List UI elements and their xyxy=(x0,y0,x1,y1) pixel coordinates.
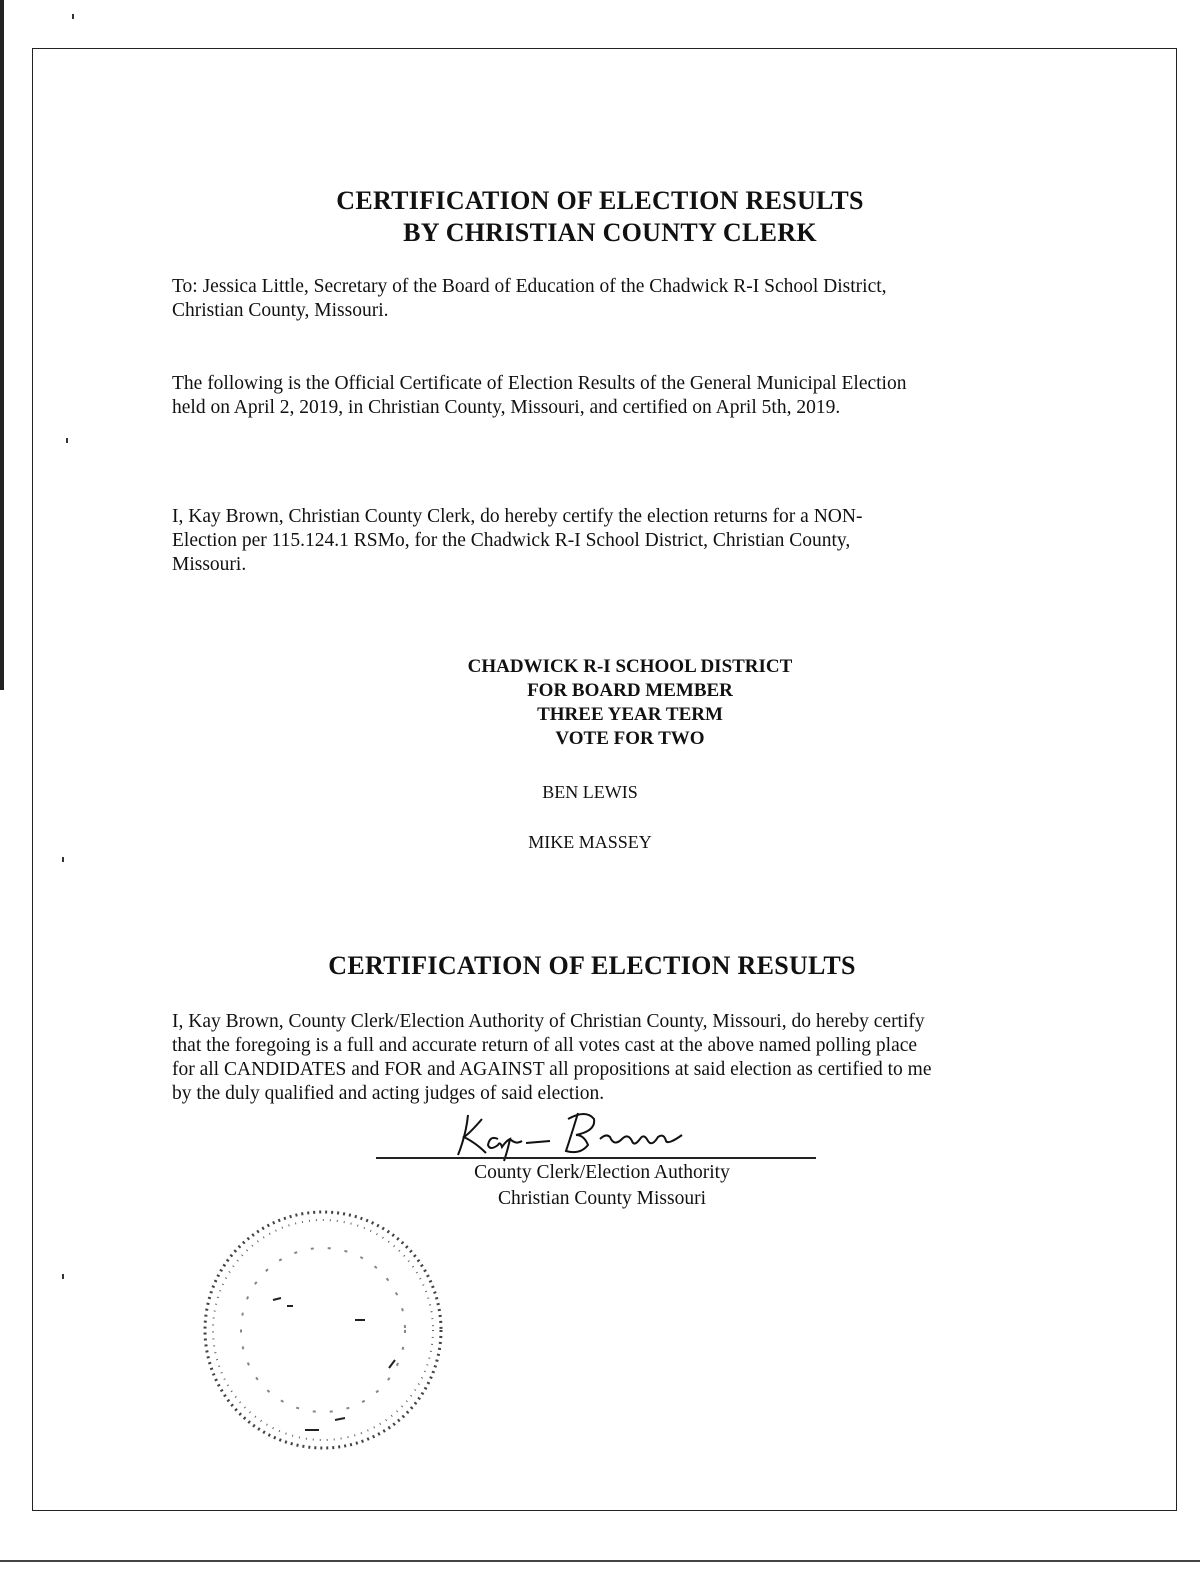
scan-bottom-edge xyxy=(0,1560,1200,1562)
addressee-line: Christian County, Missouri. xyxy=(172,300,389,321)
signature-line xyxy=(376,1157,816,1159)
signer-title: County Clerk/Election Authority xyxy=(474,1162,730,1183)
certify-line: I, Kay Brown, Christian County Clerk, do hereby certify the election returns for a NON- xyxy=(172,506,863,527)
certify-line: Election per 115.124.1 RSMo, for the Chadwick R-I School District, Christian County, xyxy=(172,530,851,551)
clerk-signature xyxy=(450,1105,710,1165)
intro-line: held on April 2, 2019, in Christian County, Missouri, and certified on April 5th, 2019. xyxy=(172,397,841,418)
race-office: FOR BOARD MEMBER xyxy=(527,680,733,701)
certification-heading: CERTIFICATION OF ELECTION RESULTS xyxy=(328,951,856,980)
certify-paragraph xyxy=(172,505,1032,577)
certify-line: Missouri. xyxy=(172,554,247,575)
certification-line: by the duly qualified and acting judges of said election. xyxy=(172,1083,605,1104)
addressee-paragraph xyxy=(172,275,1032,323)
certification-line: I, Kay Brown, County Clerk/Election Authority of Christian County, Missouri, do hereby certify xyxy=(172,1011,925,1032)
race-term: THREE YEAR TERM xyxy=(537,704,723,725)
scan-left-edge xyxy=(0,0,4,690)
race-vote-count: VOTE FOR TWO xyxy=(555,728,705,749)
certification-line: for all CANDIDATES and FOR and AGAINST all propositions at said election as certified to me xyxy=(172,1059,932,1080)
certification-paragraph xyxy=(172,1010,1032,1106)
certification-line: that the foregoing is a full and accurate return of all votes cast at the above named polling place xyxy=(172,1035,918,1056)
addressee-line: To: Jessica Little, Secretary of the Board of Education of the Chadwick R-I School District, xyxy=(172,276,887,297)
race-district: CHADWICK R-I SCHOOL DISTRICT xyxy=(467,656,793,677)
scan-speck xyxy=(72,14,74,19)
intro-line: The following is the Official Certificate of Election Results of the General Municipal Election xyxy=(172,373,907,394)
document-subtitle: BY CHRISTIAN COUNTY CLERK xyxy=(403,218,817,247)
signer-location: Christian County Missouri xyxy=(497,1188,707,1209)
candidate-name: BEN LEWIS xyxy=(542,782,638,802)
county-seal xyxy=(195,1210,455,1460)
race-heading xyxy=(0,655,1200,751)
candidate-name: MIKE MASSEY xyxy=(528,832,652,852)
intro-paragraph xyxy=(172,372,1032,420)
document-title: CERTIFICATION OF ELECTION RESULTS xyxy=(336,186,864,215)
